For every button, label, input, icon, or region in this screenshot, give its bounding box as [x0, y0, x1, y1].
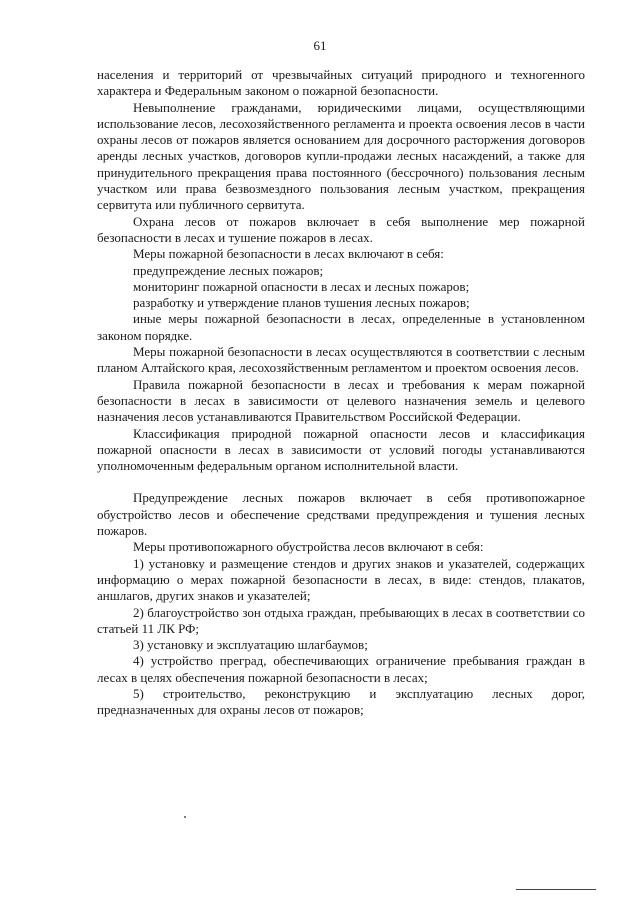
- paragraph: Меры противопожарного обустройства лесов включают в себя:: [133, 539, 484, 555]
- paragraph: Меры пожарной безопасности в лесах включают в себя:: [133, 246, 444, 262]
- list-item: разработку и утверждение планов тушения лесных пожаров;: [133, 295, 470, 311]
- list-item: иные меры пожарной безопасности в лесах, определенные в установленном законом порядке.: [97, 311, 585, 343]
- paragraph: Правила пожарной безопасности в лесах и требования к мерам пожарной безопасности в лесах в зависимости от целевого назначения земель и целевого назначения лесов устанавливаются Правительством Российской Федерации.: [97, 376, 585, 425]
- document-body: [97, 67, 585, 719]
- paragraph: Охрана лесов от пожаров включает в себя выполнение мер пожарной безопасности в лесах и тушение пожаров в лесах.: [97, 213, 585, 245]
- list-item: 2) благоустройство зон отдыха граждан, пребывающих в лесах в соответствии со статьей 11 ЛК РФ;: [97, 604, 585, 636]
- list-item: мониторинг пожарной опасности в лесах и лесных пожаров;: [133, 278, 470, 294]
- paragraph: Меры пожарной безопасности в лесах осуществляются в соответствии с лесным планом Алтайского края, лесохозяйственным регламентом и проектом освоения лесов.: [97, 344, 585, 376]
- paragraph: Предупреждение лесных пожаров включает в себя противопожарное обустройство лесов и обеспечение средствами предупреждения и тушения лесных пожаров.: [97, 490, 585, 539]
- page-number: 61: [313, 38, 327, 53]
- paragraph: Невыполнение гражданами, юридическими лицами, осуществляющими использование лесов, лесохозяйственного регламента и проекта освоения лесов в части охраны лесов от пожаров является основанием для досрочного расторжения договоров аренды лесных участков, договоров купли-продажи лесных насаждений, а также для принудительного прекращения права постоянного (бессрочного) пользования лесным участком или права безвозмездного пользования лесным участком, прекращения сервитута или публичного сервитута.: [97, 99, 585, 213]
- list-item: 4) устройство преград, обеспечивающих ограничение пребывания граждан в лесах в целях обеспечения пожарной безопасности в лесах;: [97, 653, 585, 685]
- list-item: предупреждение лесных пожаров;: [133, 262, 324, 278]
- footer-rule: [516, 889, 596, 890]
- scan-speck: [184, 816, 186, 818]
- paragraph: населения и территорий от чрезвычайных ситуаций природного и техногенного характера и Федеральным законом о пожарной безопасности.: [97, 67, 585, 99]
- list-item: 3) установку и эксплуатацию шлагбаумов;: [133, 637, 368, 653]
- paragraph: Классификация природной пожарной опасности лесов и классификация пожарной опасности в лесах в зависимости от условий погоды устанавливаются уполномоченным федеральным органом исполнительной власти.: [97, 425, 585, 474]
- list-item: 1) установку и размещение стендов и других знаков и указателей, содержащих информацию о мерах пожарной безопасности в лесах, в виде: стендов, плакатов, аншлагов, других знаков и указателей;: [97, 555, 585, 604]
- list-item: 5) строительство, реконструкцию и эксплуатацию лесных дорог, предназначенных для охраны лесов от пожаров;: [97, 685, 585, 718]
